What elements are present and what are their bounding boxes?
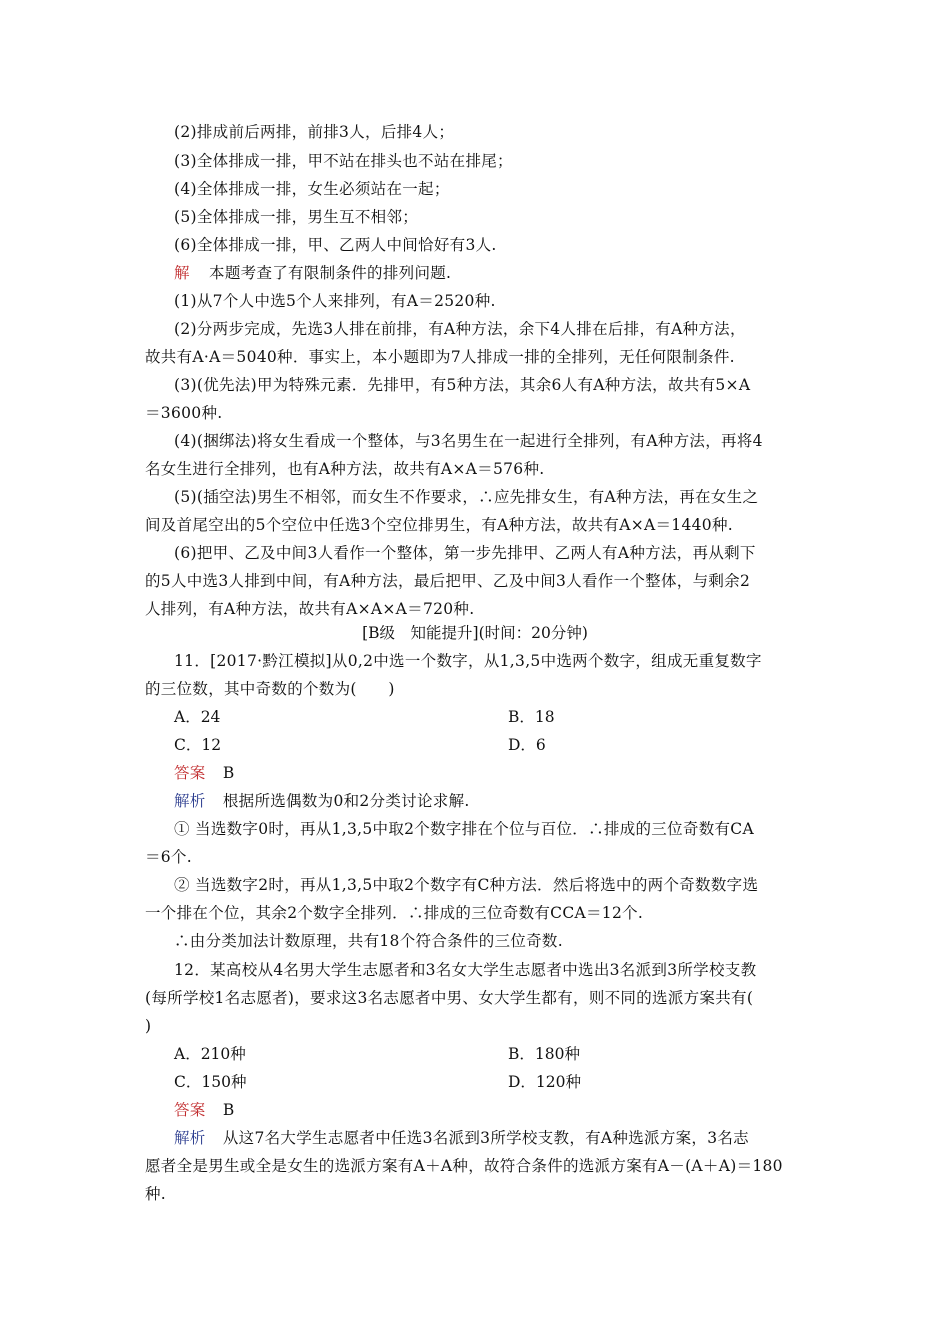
question-11-case-1-line-1: ① 当选数字0时，再从1,3,5中取2个数字排在个位与百位．∴排成的三位奇数有CA bbox=[174, 820, 754, 838]
question-10-part-3: (3)全体排成一排，甲不站在排头也不站在排尾； bbox=[174, 152, 513, 170]
solution-10-step-4-line-1: (4)(捆绑法)将女生看成一个整体，与3名男生在一起进行全排列，有A种方法，再将4 bbox=[174, 432, 763, 450]
analysis-label: 解析 bbox=[174, 1129, 206, 1147]
question-12-option-d: D．120种 bbox=[508, 1073, 582, 1091]
solution-intro-text: 本题考查了有限制条件的排列问题. bbox=[209, 264, 452, 282]
question-11-case-2-line-1: ② 当选数字2时，再从1,3,5中取2个数字有C种方法．然后将选中的两个奇数数字选 bbox=[174, 876, 759, 894]
question-10-part-2: (2)排成前后两排，前排3人，后排4人； bbox=[174, 123, 455, 141]
question-11-analysis bbox=[174, 791, 470, 811]
question-12-answer bbox=[174, 1100, 235, 1120]
solution-10-step-4-line-2: 名女生进行全排列，也有A种方法，故共有A×A＝576种. bbox=[145, 460, 545, 478]
question-11-conclusion: ∴由分类加法计数原理，共有18个符合条件的三位奇数. bbox=[174, 932, 563, 950]
solution-10-step-6-line-1: (6)把甲、乙及中间3人看作一个整体，第一步先排甲、乙两人有A种方法，再从剩下 bbox=[174, 544, 756, 562]
analysis-text: 从这7名大学生志愿者中任选3名派到3所学校支教，有A种选派方案，3名志 bbox=[222, 1129, 749, 1147]
question-12-stem-line-3: ) bbox=[145, 1017, 152, 1035]
solution-10-step-6-line-3: 人排列，有A种方法，故共有A×A×A＝720种. bbox=[145, 600, 475, 618]
question-11-option-c: C．12 bbox=[174, 736, 222, 754]
answer-label: 答案 bbox=[174, 764, 206, 782]
solution-10-step-6-line-2: 的5人中选3人排到中间，有A种方法，最后把甲、乙及中间3人看作一个整体，与剩余2 bbox=[145, 572, 751, 590]
question-12-stem-line-1: 12．某高校从4名男大学生志愿者和3名女大学生志愿者中选出3名派到3所学校支教 bbox=[174, 961, 757, 979]
solution-10-intro bbox=[174, 263, 451, 283]
question-10-part-4: (4)全体排成一排，女生必须站在一起； bbox=[174, 180, 450, 198]
question-12-stem-line-2: (每所学校1名志愿者)，要求这3名志愿者中男、女大学生都有，则不同的选派方案共有( bbox=[145, 989, 754, 1007]
answer-value: B bbox=[222, 764, 235, 782]
question-11-option-b: B．18 bbox=[508, 708, 555, 726]
question-10-part-5: (5)全体排成一排，男生互不相邻； bbox=[174, 208, 419, 226]
solution-10-step-5-line-1: (5)(插空法)男生不相邻，而女生不作要求，∴应先排女生，有A种方法，再在女生之 bbox=[174, 488, 759, 506]
answer-label: 答案 bbox=[174, 1101, 206, 1119]
solution-10-step-1: (1)从7个人中选5个人来排列，有A＝2520种. bbox=[174, 292, 496, 310]
question-11-case-2-line-2: 一个排在个位，其余2个数字全排列．∴排成的三位奇数有CCA＝12个. bbox=[145, 904, 644, 922]
solution-10-step-5-line-2: 间及首尾空出的5个空位中任选3个空位排男生，有A种方法，故共有A×A＝1440种. bbox=[145, 516, 733, 534]
analysis-intro: 根据所选偶数为0和2分类讨论求解. bbox=[222, 792, 470, 810]
question-12-option-a: A．210种 bbox=[174, 1045, 246, 1063]
question-10-part-6: (6)全体排成一排，甲、乙两人中间恰好有3人. bbox=[174, 236, 497, 254]
question-11-option-a: A．24 bbox=[174, 708, 221, 726]
answer-value: B bbox=[222, 1101, 235, 1119]
question-12-analysis-line-1 bbox=[174, 1128, 749, 1148]
solution-10-step-2-line-1: (2)分两步完成，先选3人排在前排，有A种方法，余下4人排在后排，有A种方法， bbox=[174, 320, 746, 338]
question-11-answer bbox=[174, 763, 235, 783]
solution-10-step-3-line-2: ＝3600种. bbox=[145, 404, 223, 422]
solution-10-step-3-line-1: (3)(优先法)甲为特殊元素．先排甲，有5种方法，其余6人有A种方法，故共有5×A bbox=[174, 376, 751, 394]
question-12-analysis-line-2: 愿者全是男生或全是女生的选派方案有A＋A种，故符合条件的选派方案有A－(A＋A)＝180 bbox=[145, 1157, 783, 1175]
question-12-analysis-line-3: 种. bbox=[145, 1185, 167, 1203]
solution-10-step-2-line-2: 故共有A·A＝5040种．事实上，本小题即为7人排成一排的全排列，无任何限制条件. bbox=[145, 348, 735, 366]
section-heading-b: [B级 知能提升](时间：20分钟) bbox=[362, 624, 588, 642]
question-12-option-b: B．180种 bbox=[508, 1045, 580, 1063]
analysis-label: 解析 bbox=[174, 792, 206, 810]
question-11-stem-line-1: 11．[2017·黔江模拟]从0,2中选一个数字，从1,3,5中选两个数字，组成无重复数字 bbox=[174, 652, 762, 670]
question-12-option-c: C．150种 bbox=[174, 1073, 247, 1091]
question-11-case-1-line-2: ＝6个. bbox=[145, 848, 192, 866]
question-11-stem-line-2: 的三位数，其中奇数的个数为( ) bbox=[145, 680, 395, 698]
question-11-option-d: D．6 bbox=[508, 736, 546, 754]
solution-label: 解 bbox=[174, 264, 190, 282]
